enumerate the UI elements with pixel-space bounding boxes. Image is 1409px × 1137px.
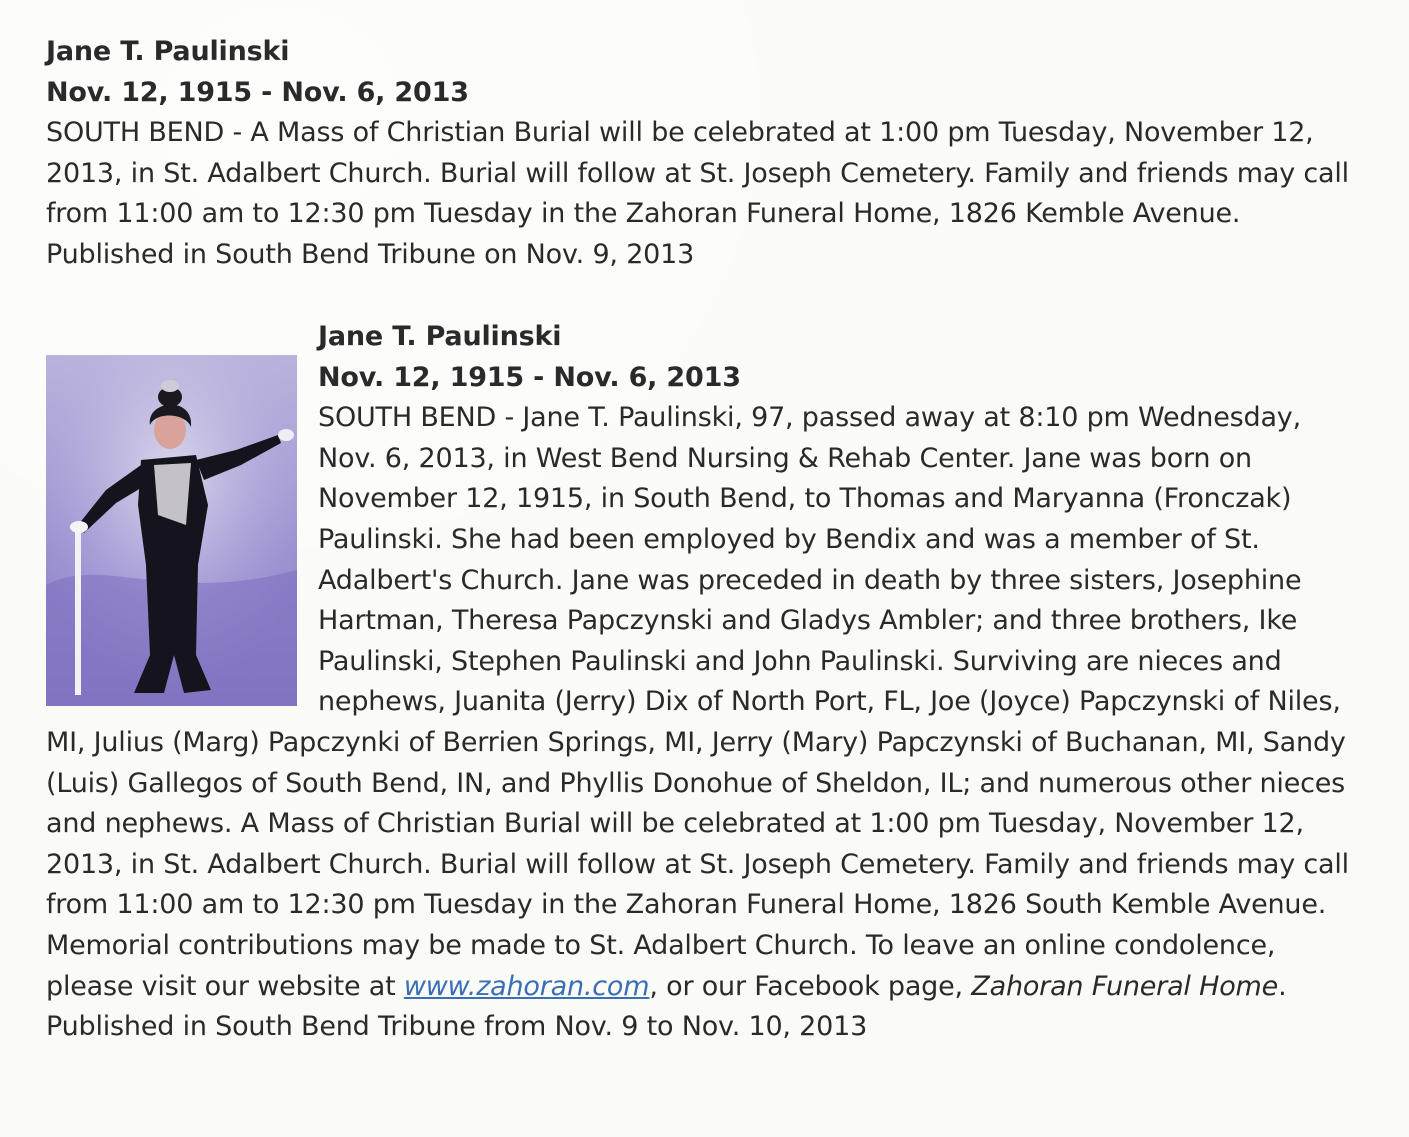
obituary-dates: Nov. 12, 1915 - Nov. 6, 2013 [46,76,469,108]
obituary-dates: Nov. 12, 1915 - Nov. 6, 2013 [318,361,741,393]
website-link[interactable]: www.zahoran.com [403,970,650,1002]
portrait-image [46,355,297,706]
obituary-body-text: SOUTH BEND - Jane T. Paulinski, 97, passed away at 8:10 pm Wednesday, Nov. 6, 2013, in West Bend Nursing & Rehab Center. Jane was born on November 12, 1915, in South Bend, to Thomas and Maryanna (Fronczak) Paulinski. She had been employed by Bendix and was a member of St. Adalbert's Church. Jane was preceded in death by three sisters, Josephine Hartman, Theresa Papczynski and Gladys Ambler; and three brothers, Ike Paulinski, Stephen Paulinski and John Paulinski. Surviving are nieces and nephews, Juanita (Jerry) Dix of North Port, FL, Joe (Joyce) Papczynski of Niles, MI, Julius (Marg) Papczynki of Berrien Springs, MI, Jerry (Mary) Papczynski of Buchanan, MI, Sandy (Luis) Gallegos of South Bend, IN, and Phyllis Donohue of Sheldon, IL; and numerous other nieces and nephews. A Mass of Christian Burial will be celebrated at 1:00 pm Tuesday, November 12, 2013, in St. Adalbert Church. Burial will follow at St. Joseph Cemetery. Family and friends may call from 11:00 am to 12:30 pm Tuesday in the Zahoran Funeral Home, 1826 South Kemble Avenue. Memorial contributions may be made to St. Adalbert Church. To leave an online condolence, please visit our website at [46,402,1349,1002]
obituary-body-text-continued: , or our Facebook page, [649,970,972,1002]
obituary-body-text: SOUTH BEND - A Mass of Christian Burial will be celebrated at 1:00 pm Tuesday, November 12, 2013, in St. Adalbert Church. Burial will follow at St. Joseph Cemetery. Family and friends may call from 11:00 am to 12:30 pm Tuesday in the Zahoran Funeral Home, 1826 Kemble Avenue. [46,117,1349,230]
published-line: Published in South Bend Tribune on Nov. 9, 2013 [46,238,695,270]
published-line: . Published in South Bend Tribune from Nov. 9 to Nov. 10, 2013 [46,970,1287,1043]
obituary-body [46,113,1366,275]
obituary-notice-short [46,32,1366,276]
obituary-photo [46,355,297,706]
obituary-name: Jane T. Paulinski [46,36,290,67]
obituary-notice-full [46,317,1366,1048]
obituary-name: Jane T. Paulinski [318,321,562,352]
facebook-page-name: Zahoran Funeral Home [971,970,1279,1002]
